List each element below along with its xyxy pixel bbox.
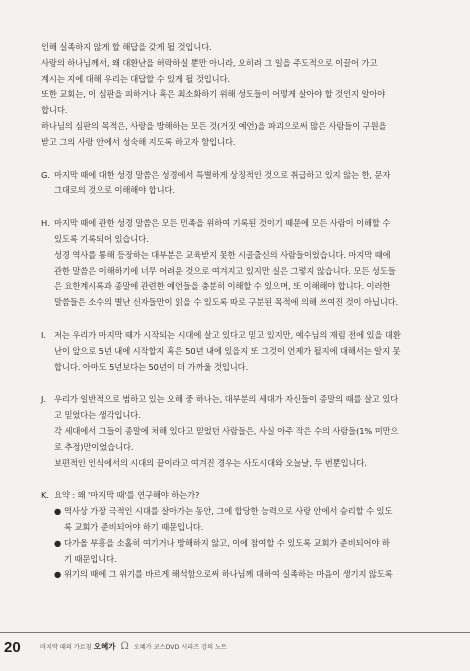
intro-line: 인해 실족하지 않게 할 해답을 갖게 될 것입니다. — [41, 42, 212, 52]
intro-line: 사랑의 하나님께서, 왜 대환난을 허락하실 뿐만 아니라, 오히려 그 일을 주도적으로 이끌어 가고 — [41, 57, 378, 68]
section-line: 각 세대에서 그들이 종말에 처해 있다고 믿었던 사람들은, 사실 아주 작은 수의 사람들(1% 미만으 — [54, 425, 399, 436]
intro-line: 받고 그의 사랑 안에서 성숙해 지도록 하고자 함입니다. — [41, 136, 236, 147]
section-marker: I. — [41, 329, 46, 340]
section-line: 저는 우리가 마지막 때가 시작되는 시대에 살고 있다고 믿고 있지만, 예수님의 재림 전에 있을 대환 — [54, 329, 401, 340]
page-number: 20 — [4, 639, 21, 656]
section-line: 고 믿었다는 생각입니다. — [54, 410, 141, 421]
section-i — [41, 328, 438, 375]
intro-line: 또한 교회는, 이 심판을 피하거나 혹은 최소화하기 위해 성도들이 어떻게 살아야 할 것인지 알아야 — [41, 89, 386, 100]
summary-bullet — [41, 504, 438, 536]
section-h — [41, 216, 438, 311]
section-g — [41, 168, 438, 200]
section-j — [41, 392, 438, 471]
section-line: 마지막 때에 관한 성경 말씀은 모든 민족을 위하여 기록된 것이기 때문에 모든 사람이 이해할 수 — [54, 218, 391, 229]
intro-line: 합니다. — [41, 105, 68, 116]
section-marker: G. — [41, 169, 50, 180]
section-line: 있도록 기록되어 있습니다. — [54, 233, 149, 244]
section-line: 마지막 때에 대한 성경 말씀은 성경에서 특별하게 상징적인 것으로 취급하고 있지 않는 한, 문자 — [54, 169, 391, 180]
bullet-line: 록 교회가 준비되어야 하기 때문입니다. — [64, 521, 204, 532]
section-line: 보편적인 인식에서의 시대의 끝이라고 여겨진 경우는 사도시대와 오늘날, 두 번뿐입니다. — [54, 457, 367, 468]
bullet-line: 다가올 부흥을 소홀히 여기거나 방해하지 않고, 이에 참여할 수 있도록 교회가 준비되어야 하 — [64, 537, 390, 548]
page-footer — [0, 632, 470, 661]
section-marker: H. — [41, 218, 50, 229]
series-title: 마지막 때의 가르침 — [40, 644, 92, 651]
bullet-icon: ● — [54, 506, 62, 517]
section-marker: K. — [41, 490, 49, 501]
section-marker: J. — [41, 394, 46, 405]
bullet-line: 위기의 때에 그 위기를 바르게 해석함으로써 하나님께 대하여 실족하는 마음이 생기지 않도록 — [64, 569, 393, 580]
section-line: 성경 역사를 통해 등장하는 대부분은 교육받지 못한 시골출신의 사람들이었습니다. 마지막 때에 — [54, 249, 391, 260]
bullet-icon: ● — [54, 537, 62, 548]
intro-line: 하나님의 심판의 목적은, 사랑을 방해하는 모든 것(거짓 예언)을 파괴으로써 많은 사람들이 구원을 — [41, 120, 387, 131]
section-line: 합니다. 아마도 5년보다는 50년이 더 가까울 것입니다. — [54, 361, 249, 372]
footer-line — [40, 642, 227, 652]
section-line: 은 요한계시록과 종말에 관련한 예언들을 충분히 이해할 수 있으며, 또 이해해야 합니다. 이러한 — [54, 281, 391, 292]
page-content — [41, 40, 438, 583]
intro-block — [41, 40, 438, 151]
section-line: 그대로의 것으로 이해해야 합니다. — [54, 185, 175, 196]
section-k — [41, 488, 438, 504]
footer-subtitle: 오혜가 코스DVD 시리즈 강의 노트 — [133, 644, 227, 651]
bullet-line: 역사상 가장 극적인 시대를 살아가는 동안, 그에 합당한 능력으로 사랑 안에서 승리할 수 있도 — [64, 506, 393, 517]
summary-bullet — [41, 536, 438, 568]
summary-bullet — [41, 567, 438, 583]
section-line: 관한 말씀은 이해하기에 너무 어려운 것으로 여겨지고 있지만 실은 그렇지 않습니다. 모든 성도들 — [54, 265, 396, 276]
author-name: 오혜가 — [93, 642, 116, 651]
omega-logo-icon: Ω — [120, 641, 129, 652]
section-line: 난이 앞으로 5년 내에 시작할지 혹은 50년 내에 있을지 또 그것이 언제가 될지에 대해서는 알지 못 — [54, 345, 401, 356]
section-line: 말씀들은 소수의 별난 신자들만이 읽을 수 있도록 따로 구분된 목적에 의해 쓰여진 것이 아닙니다. — [54, 297, 399, 308]
intro-line: 계시는 지에 대해 우리는 대답할 수 있게 될 것입니다. — [41, 73, 231, 84]
bullet-icon: ● — [54, 569, 62, 580]
bullet-line: 기 때문입니다. — [64, 553, 117, 564]
section-title: 요약 : 왜 '마지막 때'를 연구해야 하는가? — [54, 490, 200, 501]
section-line: 우리가 일반적으로 범하고 있는 오해 중 하나는, 대부분의 세대가 자신들이 종말의 때를 살고 있다 — [54, 394, 399, 405]
section-line: 로 추정)만이었습니다. — [54, 441, 134, 452]
